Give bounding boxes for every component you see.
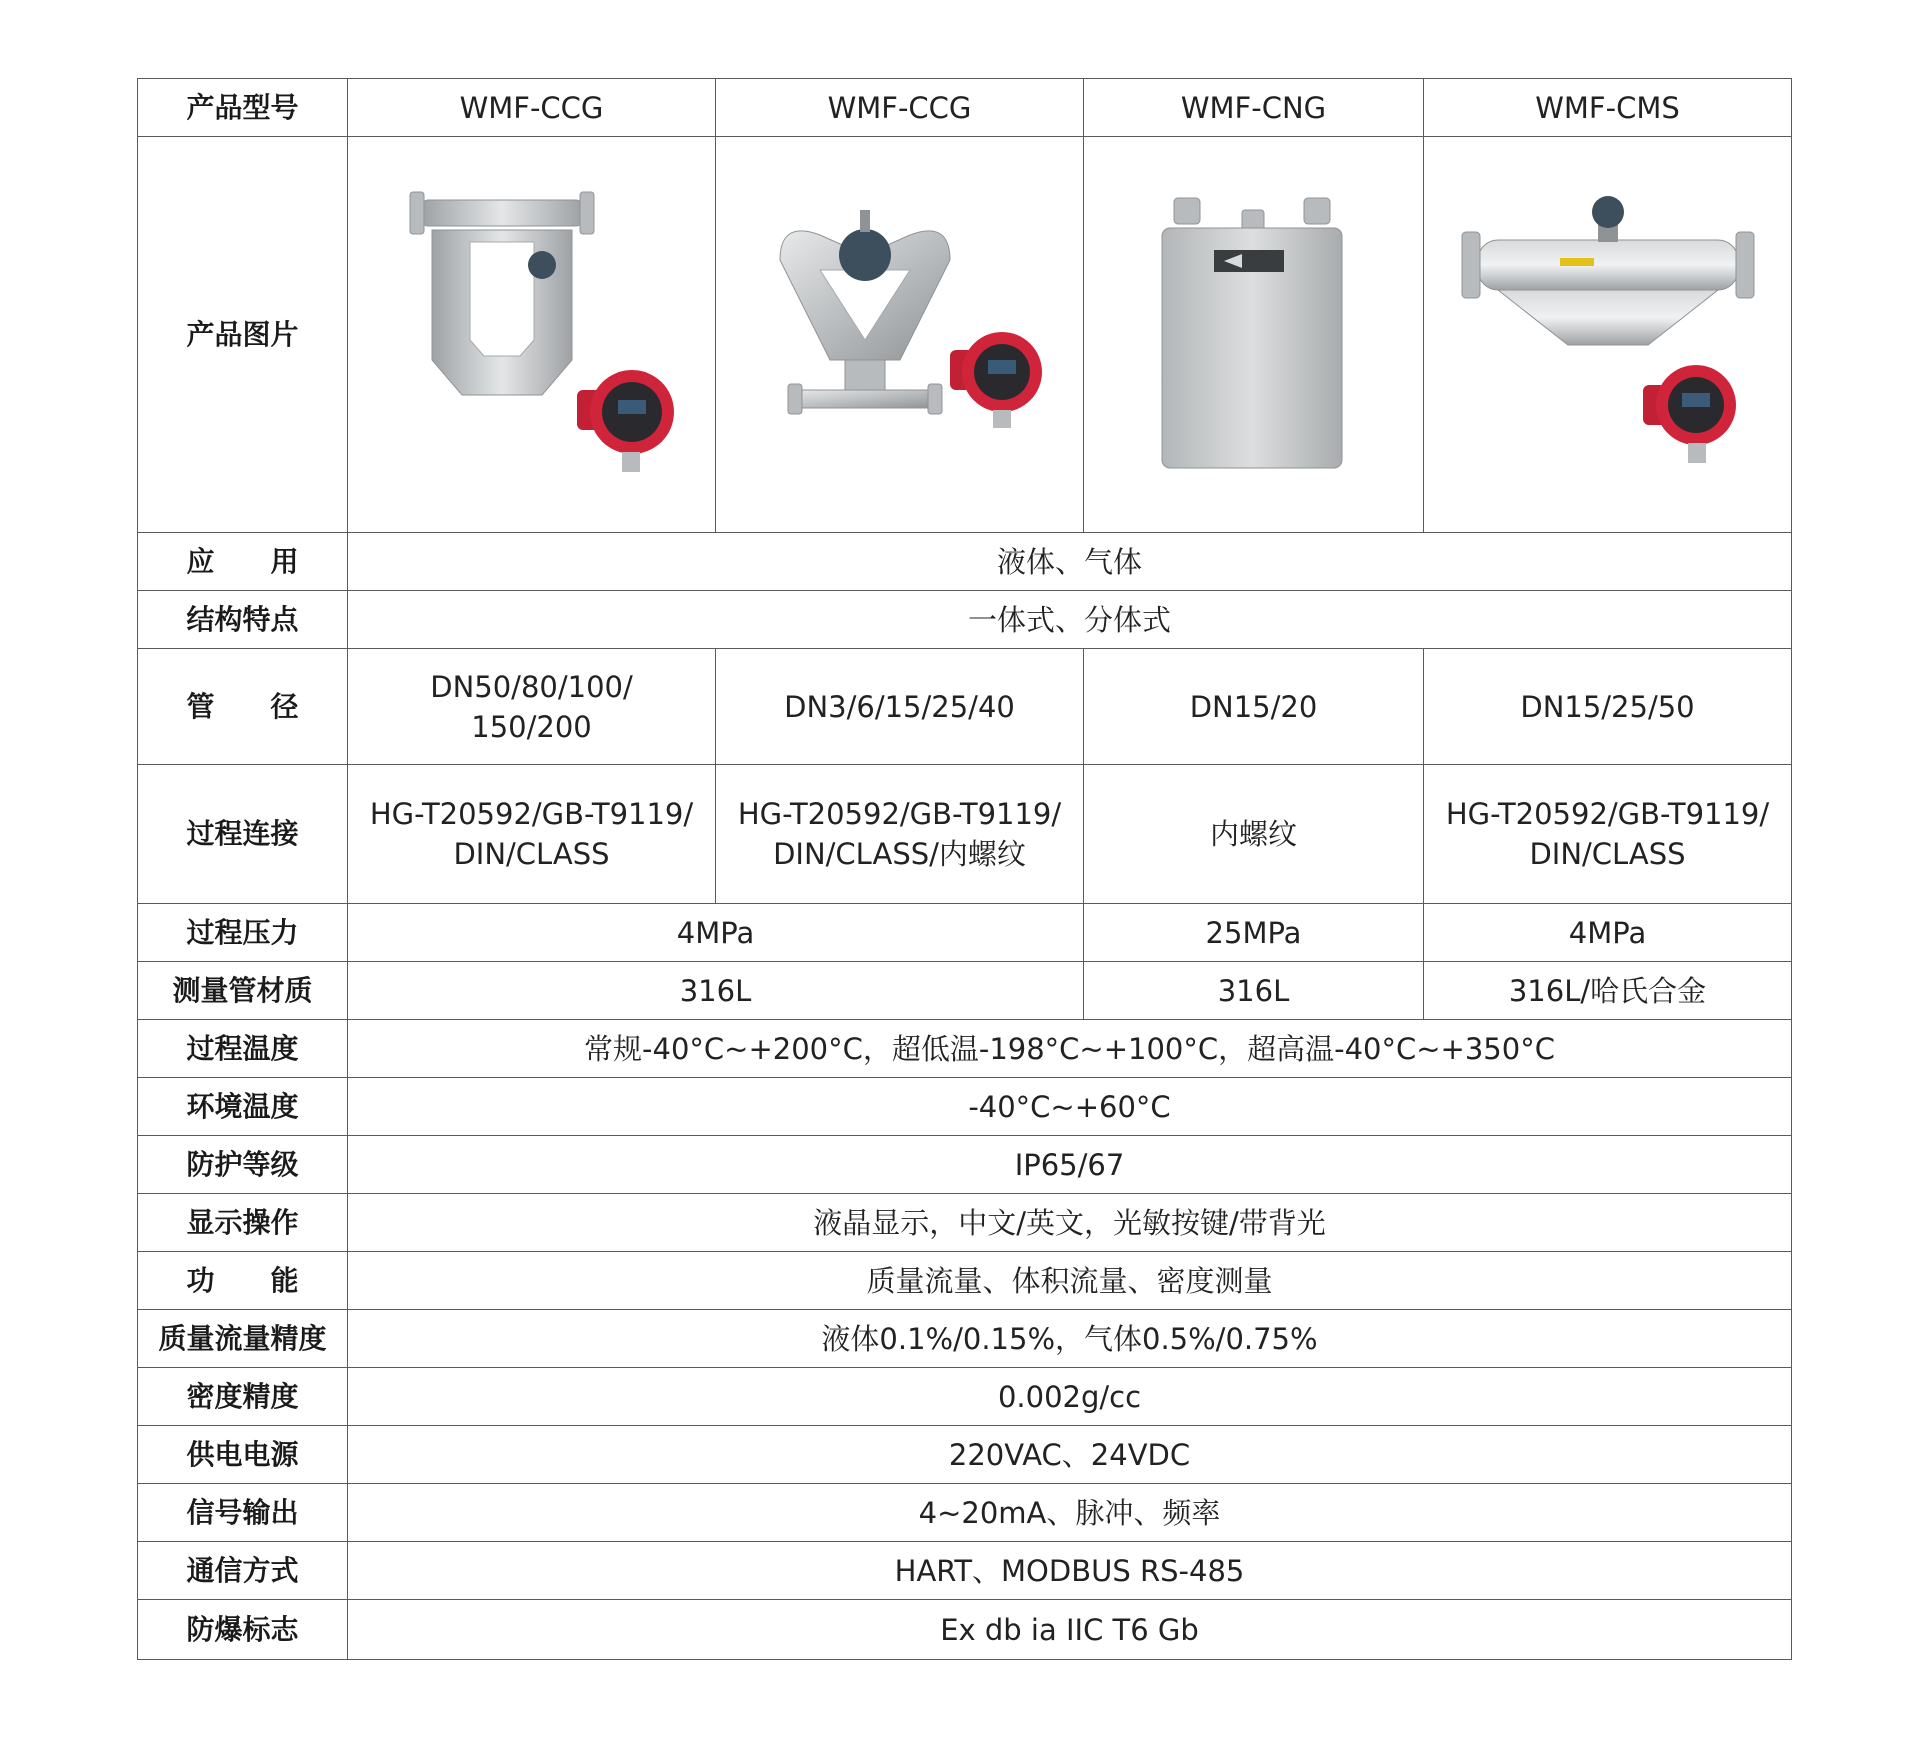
value-connection-4-line-1: HG-T20592/GB-T9119/ xyxy=(1445,797,1770,831)
value-diameter-1-line-2: 150/200 xyxy=(471,709,592,744)
row-display xyxy=(138,1194,1792,1252)
value-diameter-1 xyxy=(348,649,716,765)
spec-table xyxy=(137,78,1792,1660)
row-connection xyxy=(138,765,1792,904)
value-connection-1 xyxy=(348,765,716,904)
label-explosion: 防爆标志 xyxy=(138,1600,348,1660)
value-process-temp: 常规-40°C~+200°C，超低温-198°C~+100°C，超高温-40°C~+350°C xyxy=(348,1020,1792,1078)
row-diameter xyxy=(138,649,1792,765)
model-4: WMF-CMS xyxy=(1424,79,1792,137)
image-cell-4 xyxy=(1424,137,1792,533)
value-signal: 4~20mA、脉冲、频率 xyxy=(348,1484,1792,1542)
model-3: WMF-CNG xyxy=(1084,79,1424,137)
label-mass-accuracy: 质量流量精度 xyxy=(138,1310,348,1368)
label-communication: 通信方式 xyxy=(138,1542,348,1600)
model-2: WMF-CCG xyxy=(716,79,1084,137)
value-connection-2 xyxy=(716,765,1084,904)
label-protection: 防护等级 xyxy=(138,1136,348,1194)
label-function: 功 能 xyxy=(138,1252,348,1310)
row-communication xyxy=(138,1542,1792,1600)
row-tube-material xyxy=(138,962,1792,1020)
row-application xyxy=(138,533,1792,591)
row-mass-accuracy xyxy=(138,1310,1792,1368)
label-application: 应 用 xyxy=(138,533,348,591)
label-process-temp: 过程温度 xyxy=(138,1020,348,1078)
value-pressure-2: 25MPa xyxy=(1084,904,1424,962)
value-power: 220VAC、24VDC xyxy=(348,1426,1792,1484)
spec-sheet xyxy=(137,78,1791,1660)
value-protection: IP65/67 xyxy=(348,1136,1792,1194)
value-application: 液体、气体 xyxy=(348,533,1792,591)
model-1: WMF-CCG xyxy=(348,79,716,137)
label-ambient-temp: 环境温度 xyxy=(138,1078,348,1136)
value-diameter-3: DN15/20 xyxy=(1084,649,1424,765)
value-pressure-3: 4MPa xyxy=(1424,904,1792,962)
label-image: 产品图片 xyxy=(138,137,348,533)
image-cell-1 xyxy=(348,137,716,533)
label-tube-material: 测量管材质 xyxy=(138,962,348,1020)
value-connection-4-line-2: DIN/CLASS xyxy=(1529,837,1686,871)
value-communication: HART、MODBUS RS-485 xyxy=(348,1542,1792,1600)
row-pressure xyxy=(138,904,1792,962)
row-function xyxy=(138,1252,1792,1310)
label-signal: 信号输出 xyxy=(138,1484,348,1542)
delta-tube-coriolis-meter-icon xyxy=(750,180,1050,490)
value-display: 液晶显示，中文/英文，光敏按键/带背光 xyxy=(348,1194,1792,1252)
row-structure xyxy=(138,591,1792,649)
value-explosion: Ex db ia IIC T6 Gb xyxy=(348,1600,1792,1660)
box-type-cng-meter-icon xyxy=(1124,180,1384,490)
row-model xyxy=(138,79,1792,137)
image-cell-3 xyxy=(1084,137,1424,533)
value-connection-2-line-1: HG-T20592/GB-T9119/ xyxy=(737,797,1062,831)
value-connection-1-line-1: HG-T20592/GB-T9119/ xyxy=(369,797,694,831)
value-function: 质量流量、体积流量、密度测量 xyxy=(348,1252,1792,1310)
value-tube-material-1: 316L xyxy=(348,962,1084,1020)
value-diameter-2: DN3/6/15/25/40 xyxy=(716,649,1084,765)
value-tube-material-2: 316L xyxy=(1084,962,1424,1020)
value-connection-1-line-2: DIN/CLASS xyxy=(453,837,610,871)
value-pressure-1: 4MPa xyxy=(348,904,1084,962)
row-power xyxy=(138,1426,1792,1484)
value-connection-2-line-2: DIN/CLASS/内螺纹 xyxy=(773,837,1026,871)
row-ambient-temp xyxy=(138,1078,1792,1136)
image-cell-2 xyxy=(716,137,1084,533)
value-diameter-1-line-1: DN50/80/100/ xyxy=(430,669,633,704)
row-process-temp xyxy=(138,1020,1792,1078)
straight-tube-coriolis-meter-icon xyxy=(1448,180,1768,490)
label-structure: 结构特点 xyxy=(138,591,348,649)
value-ambient-temp: -40°C~+60°C xyxy=(348,1078,1792,1136)
label-density-accuracy: 密度精度 xyxy=(138,1368,348,1426)
value-density-accuracy: 0.002g/cc xyxy=(348,1368,1792,1426)
value-tube-material-3: 316L/哈氏合金 xyxy=(1424,962,1792,1020)
value-connection-3: 内螺纹 xyxy=(1084,765,1424,904)
row-density-accuracy xyxy=(138,1368,1792,1426)
row-signal xyxy=(138,1484,1792,1542)
row-explosion xyxy=(138,1600,1792,1660)
value-mass-accuracy: 液体0.1%/0.15%，气体0.5%/0.75% xyxy=(348,1310,1792,1368)
value-connection-4 xyxy=(1424,765,1792,904)
row-protection xyxy=(138,1136,1792,1194)
label-pressure: 过程压力 xyxy=(138,904,348,962)
value-diameter-4: DN15/25/50 xyxy=(1424,649,1792,765)
row-image xyxy=(138,137,1792,533)
u-tube-coriolis-meter-icon xyxy=(382,180,682,490)
label-connection: 过程连接 xyxy=(138,765,348,904)
label-diameter: 管 径 xyxy=(138,649,348,765)
label-model: 产品型号 xyxy=(138,79,348,137)
label-display: 显示操作 xyxy=(138,1194,348,1252)
value-structure: 一体式、分体式 xyxy=(348,591,1792,649)
label-power: 供电电源 xyxy=(138,1426,348,1484)
